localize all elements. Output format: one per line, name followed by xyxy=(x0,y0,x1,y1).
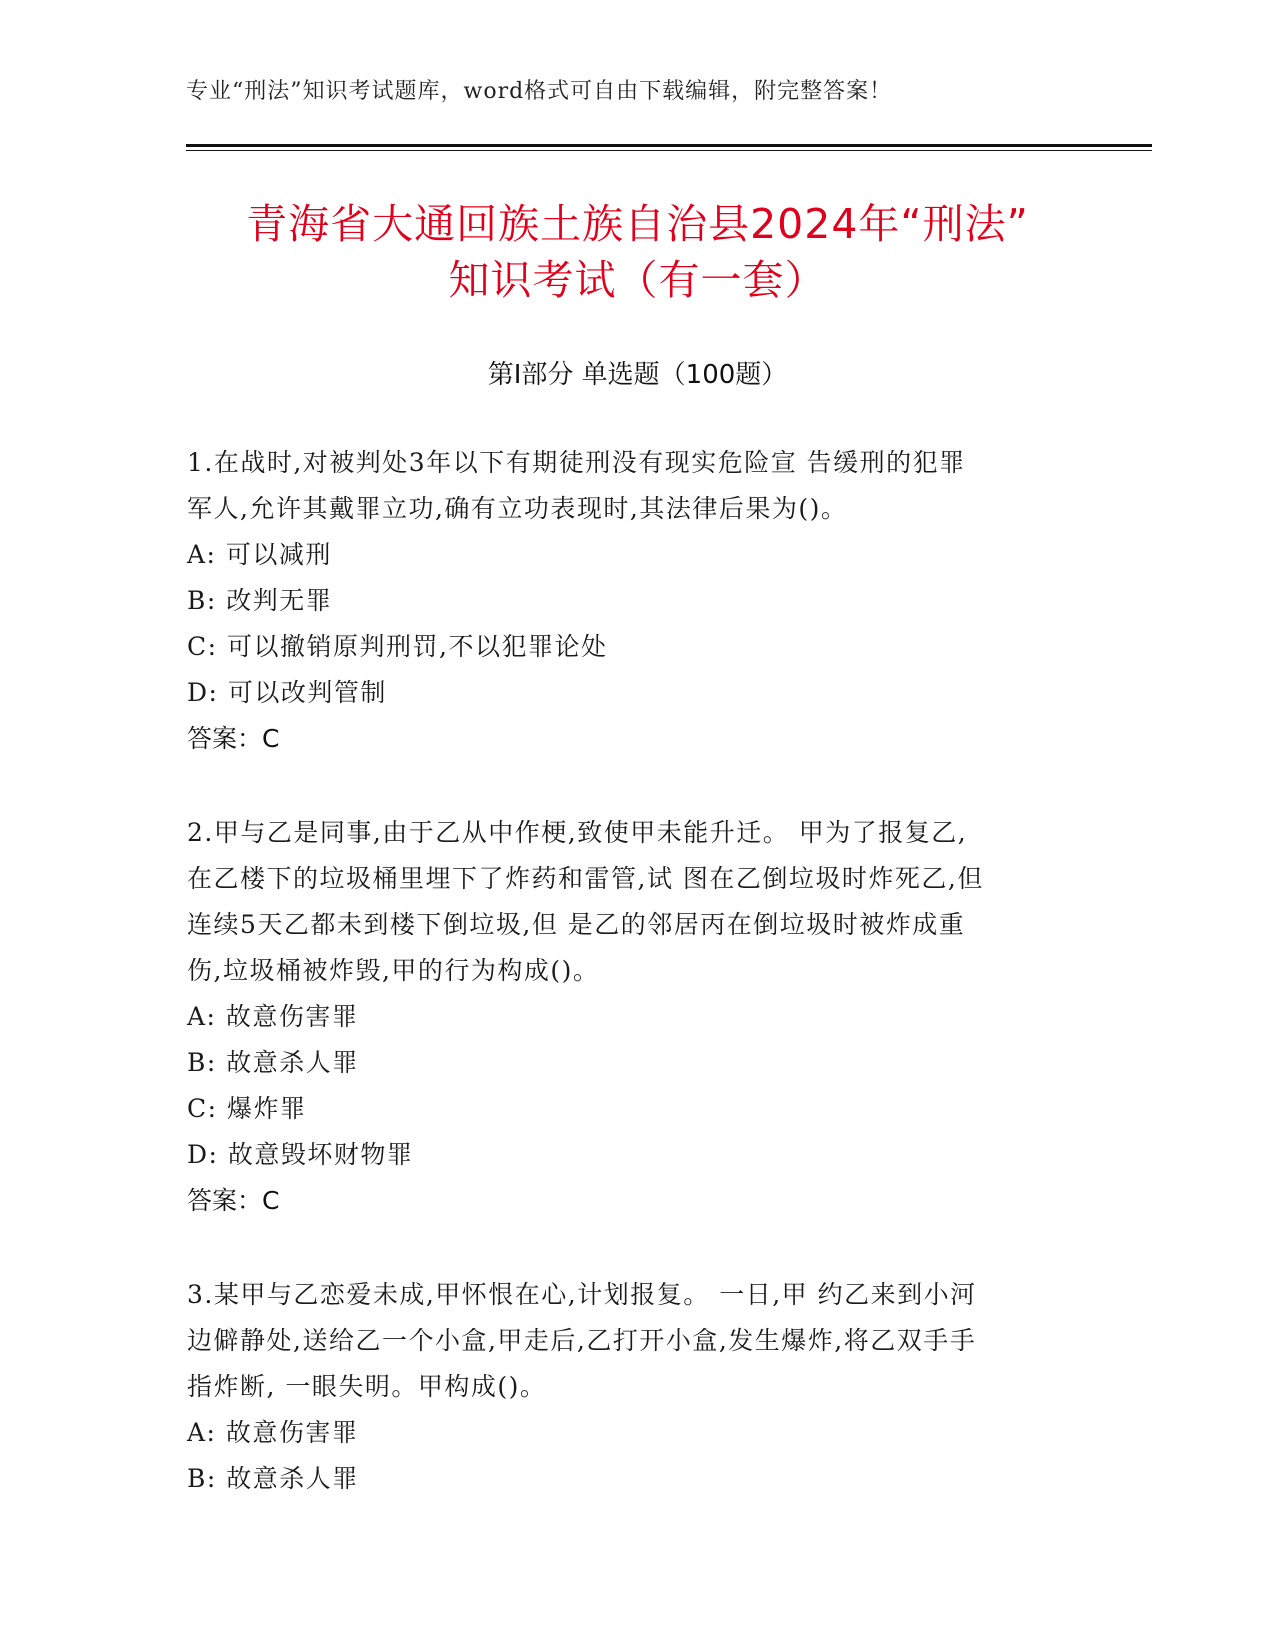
question-stem: 3.某甲与乙恋爱未成,甲怀恨在心,计划报复。 一日,甲 约乙来到小河 边僻静处,送给乙一个小盒,甲走后,乙打开小盒,发生爆炸,将乙双手手 指炸断, 一眼失明。甲构成()。 xyxy=(187,1280,977,1401)
option-a: A: 可以减刑 xyxy=(187,540,332,569)
option-a: A: 故意伤害罪 xyxy=(187,1418,359,1447)
header-divider xyxy=(186,144,1152,147)
option-a: A: 故意伤害罪 xyxy=(187,1002,359,1031)
document-title-line-1: 青海省大通回族土族自治县2024年“刑法” xyxy=(246,200,1029,248)
option-b: B: 改判无罪 xyxy=(187,586,333,615)
question-2 xyxy=(187,810,1077,1224)
option-b: B: 故意杀人罪 xyxy=(187,1464,359,1493)
option-c: C: 爆炸罪 xyxy=(187,1094,307,1123)
option-c: C: 可以撤销原判刑罚,不以犯罪论处 xyxy=(187,632,608,661)
option-d: D: 可以改判管制 xyxy=(187,678,387,707)
document-title-line-2: 知识考试（有一套） xyxy=(448,256,827,304)
option-d: D: 故意毁坏财物罪 xyxy=(187,1140,414,1169)
question-list xyxy=(187,440,1077,1502)
question-stem: 1.在战时,对被判处3年以下有期徒刑没有现实危险宣 告缓刑的犯罪 军人,允许其戴罪立功,确有立功表现时,其法律后果为()。 xyxy=(187,448,966,523)
section-title: 第Ⅰ部分 单选题（100题） xyxy=(487,360,788,390)
question-stem: 2.甲与乙是同事,由于乙从中作梗,致使甲未能升迁。 甲为了报复乙, 在乙楼下的垃圾桶里埋下了炸药和雷管,试 图在乙倒垃圾时炸死乙,但 连续5天乙都未到楼下倒垃圾,但 是乙的邻居丙在倒垃圾时被炸成重 伤,垃圾桶被炸毁,甲的行为构成()。 xyxy=(187,818,984,985)
question-spacer xyxy=(187,762,1077,810)
question-spacer xyxy=(187,1224,1077,1272)
answer: 答案：C xyxy=(187,1186,280,1215)
question-3 xyxy=(187,1272,1077,1502)
document-title xyxy=(150,196,1125,308)
header-note: 专业“刑法”知识考试题库，word格式可自由下载编辑，附完整答案！ xyxy=(186,79,893,104)
answer: 答案：C xyxy=(187,724,280,753)
option-b: B: 故意杀人罪 xyxy=(187,1048,359,1077)
question-1 xyxy=(187,440,1077,762)
header-divider-thin xyxy=(186,150,1152,151)
